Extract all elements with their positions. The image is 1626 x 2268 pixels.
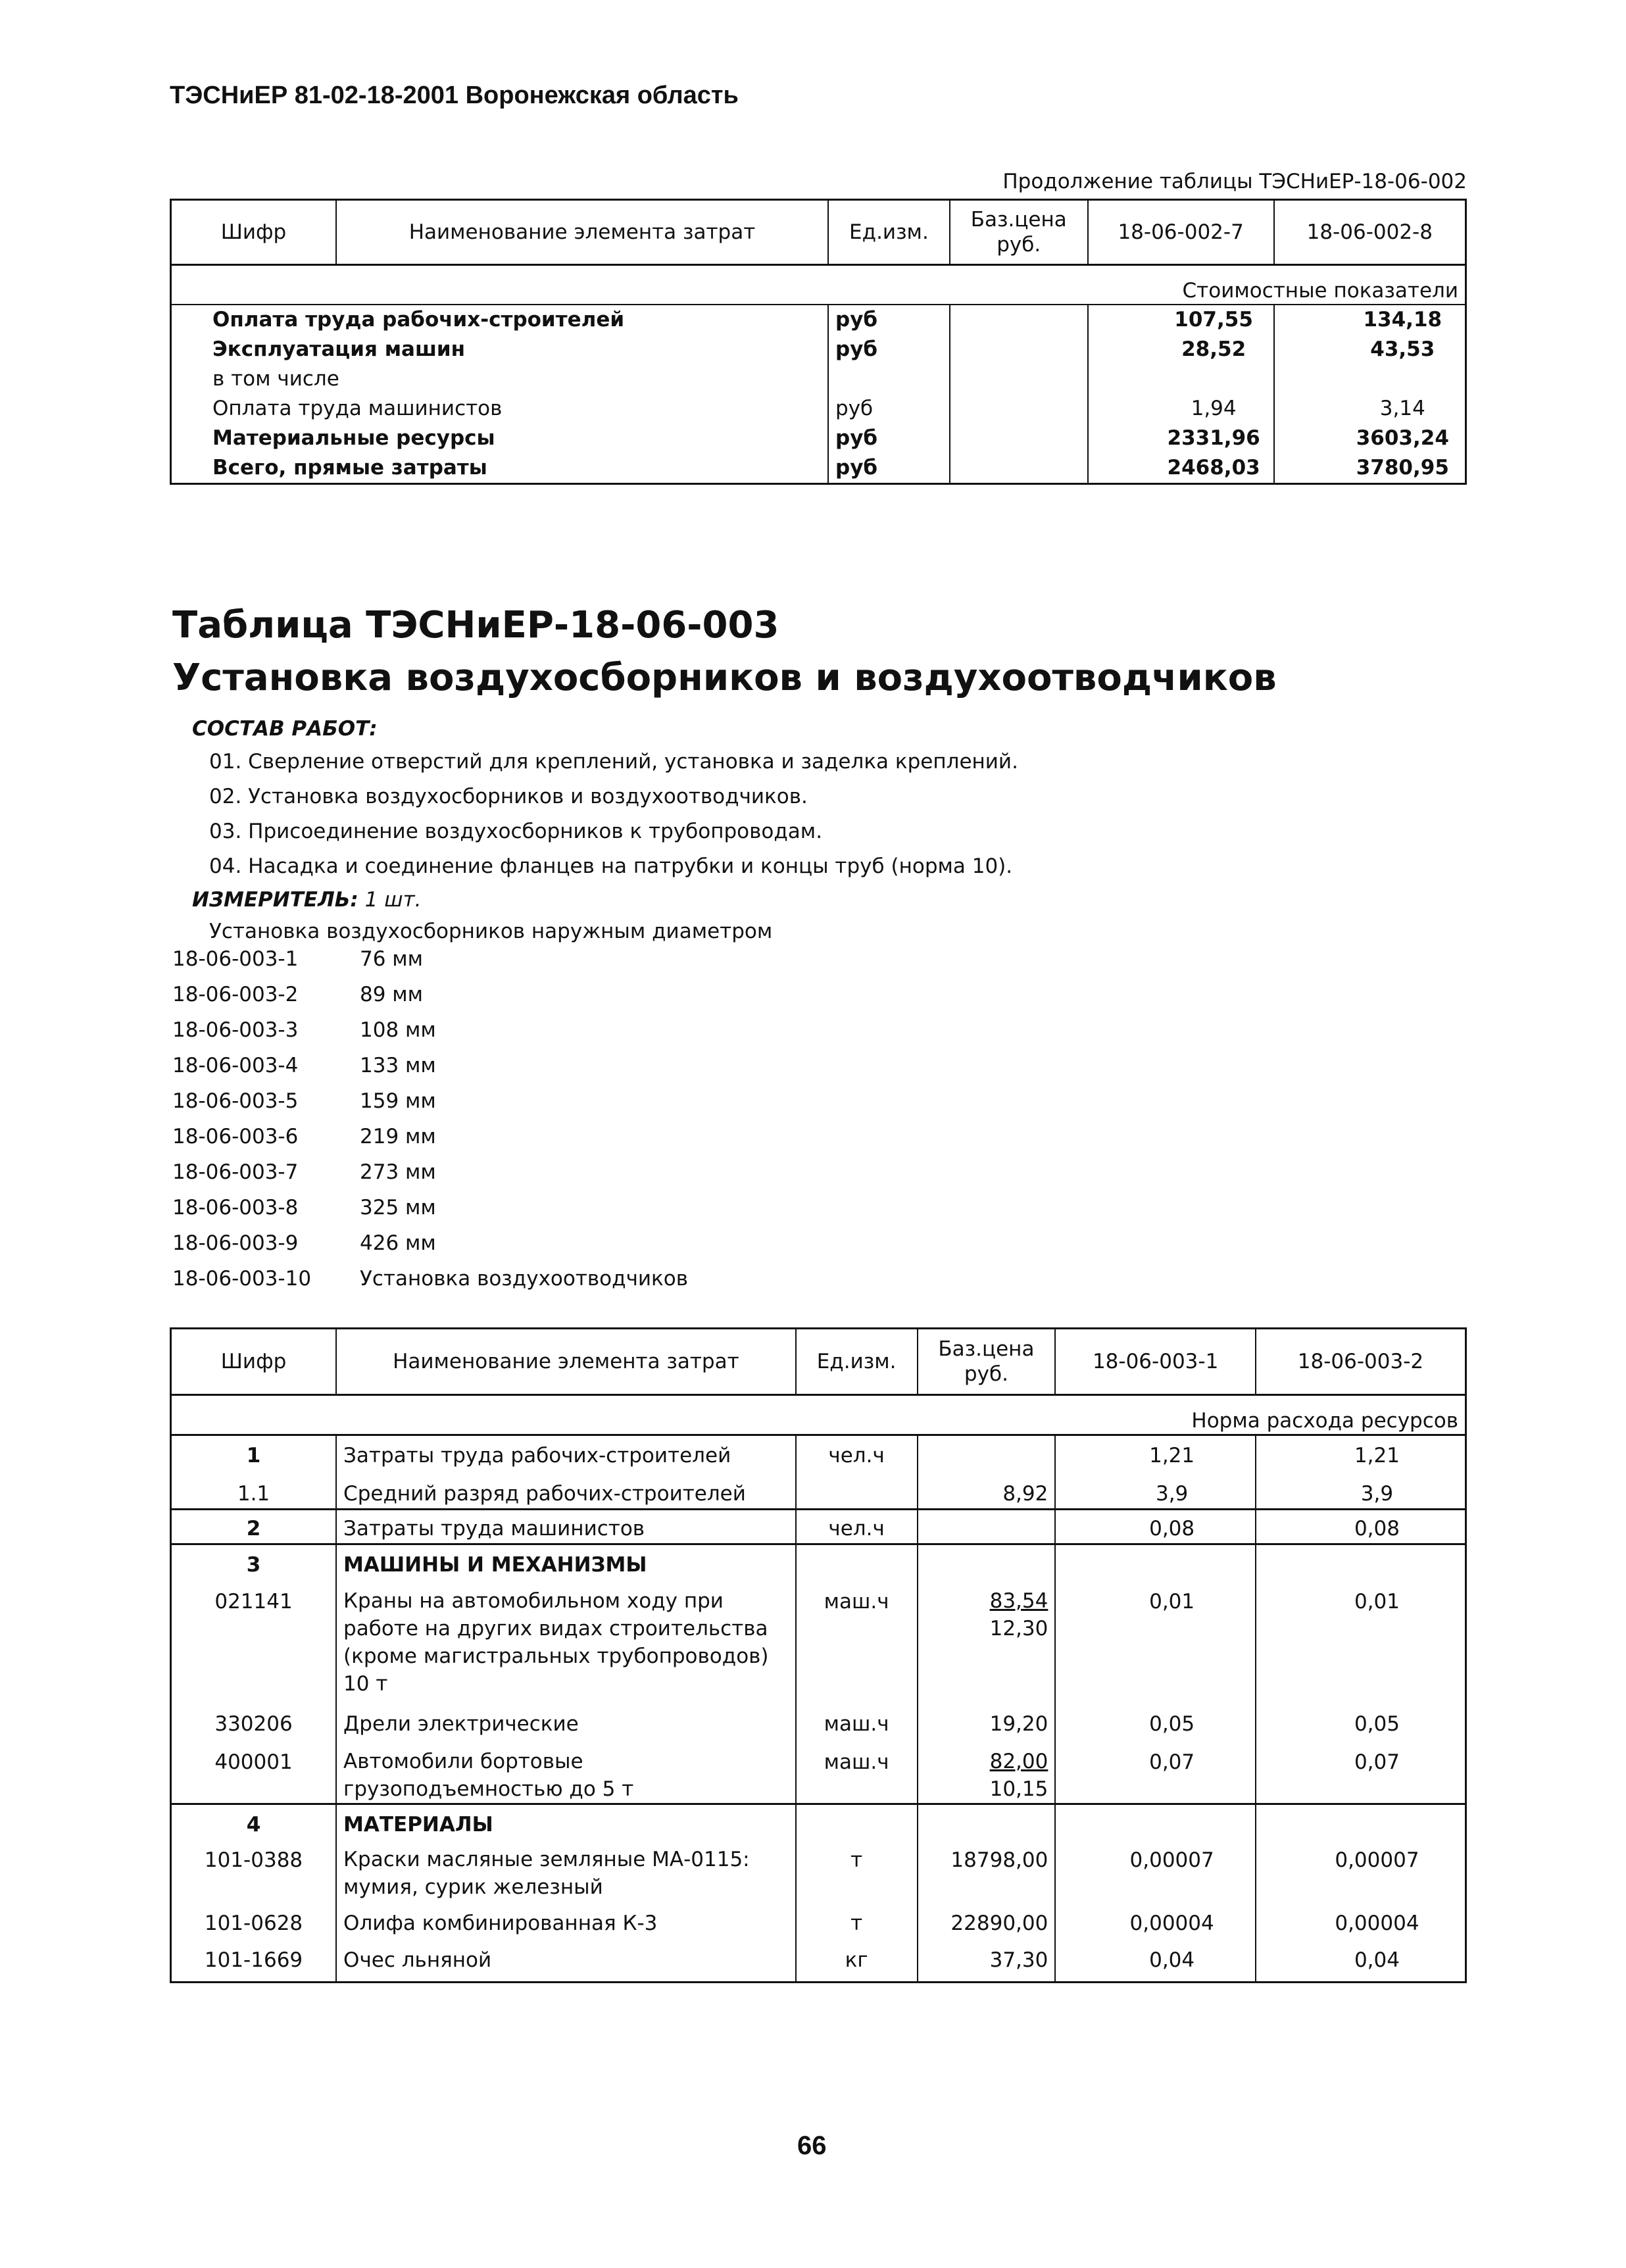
table-row xyxy=(171,1579,1466,1698)
row-value-1: 3,9 xyxy=(1055,1470,1256,1510)
row-value-1: 0,00004 xyxy=(1055,1901,1256,1938)
row-value-1: 1,94 xyxy=(1088,394,1274,424)
table-row xyxy=(171,1804,1466,1840)
row-unit: чел.ч xyxy=(796,1510,918,1544)
row-unit: руб xyxy=(828,424,950,453)
table-row xyxy=(171,453,1466,484)
table-row xyxy=(171,424,1466,453)
row-value-2: 3,9 xyxy=(1256,1470,1466,1510)
price-base: 83,54 xyxy=(989,1589,1048,1613)
table-continuation-caption: Продолжение таблицы ТЭСНиЕР-18-06-002 xyxy=(1002,170,1467,193)
row-value-1: 107,55 xyxy=(1088,305,1274,335)
code-desc: 273 мм xyxy=(360,1160,436,1184)
row-unit: маш.ч xyxy=(796,1579,918,1698)
work-item: 01. Сверление отверстий для креплений, установка и заделка креплений. xyxy=(209,750,1018,774)
col-code: Шифр xyxy=(171,200,336,265)
work-item: 04. Насадка и соединение фланцев на патрубки и концы труб (норма 10). xyxy=(209,854,1013,878)
resource-table-18-06-003 xyxy=(170,1327,1467,1983)
row-price: 19,20 xyxy=(918,1698,1056,1738)
row-code: 400001 xyxy=(214,1750,293,1774)
row-code: 1 xyxy=(171,1435,337,1471)
code-desc: 219 мм xyxy=(360,1125,436,1148)
row-value-2: 3,14 xyxy=(1379,397,1425,420)
code: 18-06-003-5 xyxy=(172,1089,299,1113)
row-name: Оплата труда рабочих-строителей xyxy=(171,305,829,335)
list-item xyxy=(172,1231,688,1267)
row-price xyxy=(918,1544,1056,1580)
code: 18-06-003-7 xyxy=(172,1160,299,1184)
row-value-2: 134,18 xyxy=(1274,305,1466,335)
running-header: ТЭСНиЕР 81-02-18-2001 Воронежская область xyxy=(170,82,739,109)
list-item xyxy=(172,947,688,983)
price-labor: 10,15 xyxy=(989,1777,1048,1801)
row-value-2: 0,04 xyxy=(1256,1938,1466,1983)
col-18-06-003-2: 18-06-003-2 xyxy=(1256,1329,1466,1395)
row-value-2: 0,00007 xyxy=(1256,1839,1466,1901)
price-labor: 12,30 xyxy=(989,1617,1048,1640)
code: 18-06-003-4 xyxy=(172,1054,299,1077)
row-value-1: 0,01 xyxy=(1055,1579,1256,1698)
row-unit xyxy=(796,1470,918,1510)
row-name: в том числе xyxy=(212,367,339,391)
cost-table-18-06-002 xyxy=(170,199,1467,485)
install-note: Установка воздухосборников наружным диаметром xyxy=(209,920,773,943)
subheader-row xyxy=(171,265,1466,305)
table-row xyxy=(171,1738,1466,1804)
section-title: МАШИНЫ И МЕХАНИЗМЫ xyxy=(336,1544,796,1580)
row-name: Эксплуатация машин xyxy=(212,337,466,361)
row-unit: руб xyxy=(828,394,950,424)
list-item xyxy=(172,983,688,1018)
code-desc: Установка воздухоотводчиков xyxy=(360,1267,688,1291)
price-base: 82,00 xyxy=(989,1750,1048,1773)
table-header-row xyxy=(171,200,1466,265)
row-unit xyxy=(828,364,950,394)
code-desc: 133 мм xyxy=(360,1054,436,1077)
row-value-1: 2331,96 xyxy=(1088,424,1274,453)
list-item xyxy=(172,1160,688,1196)
row-name: Краски масляные земляные МА-0115: мумия, сурик железный xyxy=(336,1839,796,1901)
code: 18-06-003-3 xyxy=(172,1018,299,1042)
code: 18-06-003-10 xyxy=(172,1267,312,1291)
row-value-1: 2468,03 xyxy=(1088,453,1274,484)
row-price xyxy=(950,424,1088,453)
row-price xyxy=(950,335,1088,364)
row-name: Очес льняной xyxy=(336,1938,796,1983)
row-value-2: 0,01 xyxy=(1256,1579,1466,1698)
code-list xyxy=(172,947,688,1302)
row-code: 1.1 xyxy=(237,1482,270,1506)
row-name: Автомобили бортовые грузоподъемностью до 5 т xyxy=(336,1738,796,1804)
row-unit: руб xyxy=(828,335,950,364)
col-price: Баз.цена руб. xyxy=(950,200,1088,265)
table-subtitle: Установка воздухосборников и воздухоотводчиков xyxy=(172,656,1277,699)
col-unit: Ед.изм. xyxy=(796,1329,918,1395)
row-value-1: 0,04 xyxy=(1055,1938,1256,1983)
row-unit xyxy=(796,1804,918,1840)
subheader-row xyxy=(171,1395,1466,1435)
row-unit: т xyxy=(796,1839,918,1901)
table-row xyxy=(171,305,1466,335)
row-value-1: 0,07 xyxy=(1055,1738,1256,1804)
row-price xyxy=(918,1738,1056,1804)
row-code: 3 xyxy=(171,1544,337,1580)
section-title: МАТЕРИАЛЫ xyxy=(336,1804,796,1840)
table-row xyxy=(171,1901,1466,1938)
page-number: 66 xyxy=(797,2131,827,2160)
code: 18-06-003-9 xyxy=(172,1231,299,1255)
code-desc: 89 мм xyxy=(360,983,424,1006)
row-value-2: 1,21 xyxy=(1256,1435,1466,1471)
row-value-2 xyxy=(1274,364,1466,394)
row-name: Дрели электрические xyxy=(336,1698,796,1738)
row-value-2: 0,00004 xyxy=(1256,1901,1466,1938)
row-code: 2 xyxy=(171,1510,337,1544)
row-value-2 xyxy=(1256,1804,1466,1840)
subheader-label: Норма расхода ресурсов xyxy=(171,1395,1466,1435)
row-price xyxy=(950,305,1088,335)
row-code: 330206 xyxy=(214,1712,293,1736)
row-name: Средний разряд рабочих-строителей xyxy=(336,1470,796,1510)
table-row xyxy=(171,335,1466,364)
table-row xyxy=(171,1698,1466,1738)
list-item xyxy=(172,1089,688,1125)
subheader-label: Стоимостные показатели xyxy=(171,265,1466,305)
col-18-06-003-1: 18-06-003-1 xyxy=(1055,1329,1256,1395)
row-value-1 xyxy=(1055,1544,1256,1580)
row-code: 101-0628 xyxy=(204,1911,303,1935)
table-row xyxy=(171,394,1466,424)
row-value-2: 0,05 xyxy=(1256,1698,1466,1738)
col-unit: Ед.изм. xyxy=(828,200,950,265)
work-item: 03. Присоединение воздухосборников к трубопроводам. xyxy=(209,820,823,843)
row-name: Материальные ресурсы xyxy=(212,426,495,450)
row-value-2: 43,53 xyxy=(1370,337,1435,361)
row-price xyxy=(918,1579,1056,1698)
row-unit: маш.ч xyxy=(796,1738,918,1804)
list-item xyxy=(172,1054,688,1089)
row-unit: руб xyxy=(828,305,950,335)
row-price xyxy=(918,1804,1056,1840)
code: 18-06-003-2 xyxy=(172,983,299,1006)
row-unit: т xyxy=(796,1901,918,1938)
col-price: Баз.цена руб. xyxy=(918,1329,1056,1395)
row-value-2: 0,07 xyxy=(1256,1738,1466,1804)
code-desc: 325 мм xyxy=(360,1196,436,1220)
row-value-1 xyxy=(1055,1804,1256,1840)
row-value-2: 3603,24 xyxy=(1356,426,1449,450)
izmeritel-value: 1 шт. xyxy=(364,888,422,912)
row-code: 101-1669 xyxy=(204,1948,303,1972)
row-unit: маш.ч xyxy=(796,1698,918,1738)
table-row xyxy=(171,1470,1466,1510)
row-value-1: 0,08 xyxy=(1055,1510,1256,1544)
izmeritel-label: ИЗМЕРИТЕЛЬ: xyxy=(192,888,358,912)
list-item xyxy=(172,1196,688,1231)
row-price xyxy=(950,453,1088,484)
code: 18-06-003-6 xyxy=(172,1125,299,1148)
code: 18-06-003-1 xyxy=(172,947,299,971)
row-value-1: 1,21 xyxy=(1055,1435,1256,1471)
row-price: 22890,00 xyxy=(918,1901,1056,1938)
row-price: 18798,00 xyxy=(918,1839,1056,1901)
row-price: 37,30 xyxy=(918,1938,1056,1983)
table-header-row xyxy=(171,1329,1466,1395)
row-price: 8,92 xyxy=(918,1470,1056,1510)
list-item xyxy=(172,1267,688,1302)
row-value-1: 0,00007 xyxy=(1055,1839,1256,1901)
col-18-06-002-8: 18-06-002-8 xyxy=(1274,200,1466,265)
table-row xyxy=(171,1839,1466,1901)
row-value-2: 3780,95 xyxy=(1356,456,1449,480)
row-name: Олифа комбинированная К-3 xyxy=(336,1901,796,1938)
row-price xyxy=(950,394,1088,424)
row-value-2 xyxy=(1256,1544,1466,1580)
row-name: Затраты труда машинистов xyxy=(336,1510,796,1544)
row-code: 4 xyxy=(171,1804,337,1840)
row-unit: руб xyxy=(828,453,950,484)
izmeritel xyxy=(192,888,421,912)
row-code: 021141 xyxy=(214,1590,293,1614)
code-desc: 76 мм xyxy=(360,947,424,971)
col-18-06-002-7: 18-06-002-7 xyxy=(1088,200,1274,265)
col-code: Шифр xyxy=(171,1329,337,1395)
row-unit: кг xyxy=(796,1938,918,1983)
list-item xyxy=(172,1018,688,1054)
code-desc: 159 мм xyxy=(360,1089,436,1113)
code: 18-06-003-8 xyxy=(172,1196,299,1220)
row-unit xyxy=(796,1544,918,1580)
table-row xyxy=(171,364,1466,394)
table-row xyxy=(171,1938,1466,1983)
row-value-1: 28,52 xyxy=(1088,335,1274,364)
col-name: Наименование элемента затрат xyxy=(336,1329,796,1395)
code-desc: 108 мм xyxy=(360,1018,436,1042)
work-item: 02. Установка воздухосборников и воздухоотводчиков. xyxy=(209,785,808,808)
row-name: Краны на автомобильном ходу при работе на других видах строительства (кроме магистральных трубопроводов) 10 т xyxy=(336,1579,796,1698)
table-row xyxy=(171,1510,1466,1544)
code-desc: 426 мм xyxy=(360,1231,436,1255)
row-name: Оплата труда машинистов xyxy=(212,397,503,420)
row-price xyxy=(918,1510,1056,1544)
sostav-rabot-label: СОСТАВ РАБОТ: xyxy=(192,717,378,741)
table-row xyxy=(171,1544,1466,1580)
row-price xyxy=(918,1435,1056,1471)
row-unit: чел.ч xyxy=(796,1435,918,1471)
row-name: Затраты труда рабочих-строителей xyxy=(336,1435,796,1471)
table-title: Таблица ТЭСНиЕР-18-06-003 xyxy=(172,604,779,647)
row-value-1 xyxy=(1088,364,1274,394)
table-row xyxy=(171,1435,1466,1471)
row-value-2: 0,08 xyxy=(1256,1510,1466,1544)
row-code: 101-0388 xyxy=(204,1848,303,1872)
col-name: Наименование элемента затрат xyxy=(336,200,828,265)
row-price xyxy=(950,364,1088,394)
row-value-1: 0,05 xyxy=(1055,1698,1256,1738)
row-name: Всего, прямые затраты xyxy=(212,456,487,480)
list-item xyxy=(172,1125,688,1160)
